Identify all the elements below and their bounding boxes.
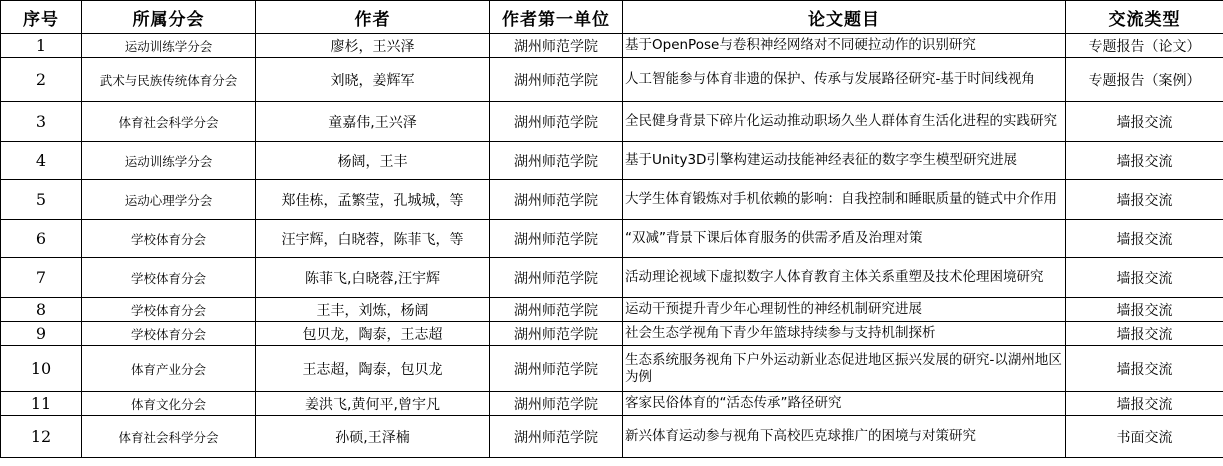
table-row: [1, 58, 1223, 102]
cell-unit: 湖州师范学院: [490, 180, 623, 220]
table-body: [1, 34, 1223, 458]
cell-type: 书面交流: [1066, 416, 1223, 458]
cell-title: 大学生体育锻炼对手机依赖的影响：自我控制和睡眠质量的链式中介作用: [623, 180, 1066, 220]
cell-type: 墙报交流: [1066, 322, 1223, 346]
cell-seq: 5: [1, 180, 82, 220]
cell-association: 学校体育分会: [82, 298, 256, 322]
header-unit: 作者第一单位: [490, 1, 623, 34]
cell-authors: 杨阔，王丰: [256, 142, 490, 180]
cell-title: 基于OpenPose与卷积神经网络对不同硬拉动作的识别研究: [623, 34, 1066, 58]
cell-association: 体育产业分会: [82, 346, 256, 392]
cell-seq: 8: [1, 298, 82, 322]
cell-type: 墙报交流: [1066, 220, 1223, 258]
cell-seq: 4: [1, 142, 82, 180]
cell-association: 运动训练学分会: [82, 34, 256, 58]
header-seq: 序号: [1, 1, 82, 34]
table-row: [1, 180, 1223, 220]
cell-title: 全民健身背景下碎片化运动推动职场久坐人群体育生活化进程的实践研究: [623, 102, 1066, 142]
cell-authors: 孙硕,王泽楠: [256, 416, 490, 458]
table-row: [1, 346, 1223, 392]
cell-seq: 11: [1, 392, 82, 416]
cell-title: 客家民俗体育的“活态传承”路径研究: [623, 392, 1066, 416]
table-row: [1, 34, 1223, 58]
cell-association: 学校体育分会: [82, 258, 256, 298]
cell-title: “双减”背景下课后体育服务的供需矛盾及治理对策: [623, 220, 1066, 258]
cell-association: 运动心理学分会: [82, 180, 256, 220]
cell-unit: 湖州师范学院: [490, 298, 623, 322]
table-row: [1, 298, 1223, 322]
cell-association: 体育社会科学分会: [82, 102, 256, 142]
cell-type: 墙报交流: [1066, 142, 1223, 180]
cell-type: 墙报交流: [1066, 258, 1223, 298]
table-row: [1, 220, 1223, 258]
cell-title: 新兴体育运动参与视角下高校匹克球推广的困境与对策研究: [623, 416, 1066, 458]
cell-unit: 湖州师范学院: [490, 142, 623, 180]
table-row: [1, 322, 1223, 346]
cell-type: 墙报交流: [1066, 346, 1223, 392]
cell-authors: 王志超，陶泰，包贝龙: [256, 346, 490, 392]
cell-title: 人工智能参与体育非遗的保护、传承与发展路径研究-基于时间线视角: [623, 58, 1066, 102]
cell-authors: 廖杉，王兴泽: [256, 34, 490, 58]
cell-title: 运动干预提升青少年心理韧性的神经机制研究进展: [623, 298, 1066, 322]
cell-association: 学校体育分会: [82, 220, 256, 258]
cell-seq: 7: [1, 258, 82, 298]
cell-title: 活动理论视域下虚拟数字人体育教育主体关系重塑及技术伦理困境研究: [623, 258, 1066, 298]
cell-title: 社会生态学视角下青少年篮球持续参与支持机制探析: [623, 322, 1066, 346]
cell-unit: 湖州师范学院: [490, 258, 623, 298]
cell-association: 学校体育分会: [82, 322, 256, 346]
cell-authors: 刘晓，姜辉军: [256, 58, 490, 102]
cell-unit: 湖州师范学院: [490, 220, 623, 258]
cell-authors: 姜洪飞,黄何平,曾宇凡: [256, 392, 490, 416]
cell-authors: 陈菲飞,白晓蓉,汪宇辉: [256, 258, 490, 298]
cell-seq: 2: [1, 58, 82, 102]
cell-authors: 包贝龙，陶泰，王志超: [256, 322, 490, 346]
cell-association: 体育社会科学分会: [82, 416, 256, 458]
cell-title: 生态系统服务视角下户外运动新业态促进地区振兴发展的研究-以湖州地区为例: [623, 346, 1066, 392]
table-row: [1, 258, 1223, 298]
cell-type: 专题报告（案例）: [1066, 58, 1223, 102]
cell-type: 专题报告（论文）: [1066, 34, 1223, 58]
cell-association: 运动训练学分会: [82, 142, 256, 180]
cell-title: 基于Unity3D引擎构建运动技能神经表征的数字孪生模型研究进展: [623, 142, 1066, 180]
header-association: 所属分会: [82, 1, 256, 34]
cell-unit: 湖州师范学院: [490, 102, 623, 142]
cell-seq: 1: [1, 34, 82, 58]
cell-unit: 湖州师范学院: [490, 346, 623, 392]
table-row: [1, 102, 1223, 142]
header-type: 交流类型: [1066, 1, 1223, 34]
cell-type: 墙报交流: [1066, 298, 1223, 322]
table-row: [1, 142, 1223, 180]
cell-unit: 湖州师范学院: [490, 322, 623, 346]
cell-unit: 湖州师范学院: [490, 58, 623, 102]
cell-type: 墙报交流: [1066, 180, 1223, 220]
table-row: [1, 416, 1223, 458]
cell-seq: 9: [1, 322, 82, 346]
cell-unit: 湖州师范学院: [490, 416, 623, 458]
header-title: 论文题目: [623, 1, 1066, 34]
cell-authors: 童嘉伟,王兴泽: [256, 102, 490, 142]
cell-seq: 6: [1, 220, 82, 258]
cell-type: 墙报交流: [1066, 102, 1223, 142]
header-authors: 作者: [256, 1, 490, 34]
cell-authors: 王丰，刘炼，杨阔: [256, 298, 490, 322]
cell-authors: 汪宇辉，白晓蓉，陈菲飞，等: [256, 220, 490, 258]
cell-seq: 3: [1, 102, 82, 142]
cell-authors: 郑佳栋，孟繁莹，孔城城，等: [256, 180, 490, 220]
cell-seq: 12: [1, 416, 82, 458]
cell-association: 武术与民族传统体育分会: [82, 58, 256, 102]
cell-association: 体育文化分会: [82, 392, 256, 416]
cell-unit: 湖州师范学院: [490, 34, 623, 58]
header-row: [1, 1, 1223, 34]
cell-type: 墙报交流: [1066, 392, 1223, 416]
cell-unit: 湖州师范学院: [490, 392, 623, 416]
cell-seq: 10: [1, 346, 82, 392]
table-row: [1, 392, 1223, 416]
